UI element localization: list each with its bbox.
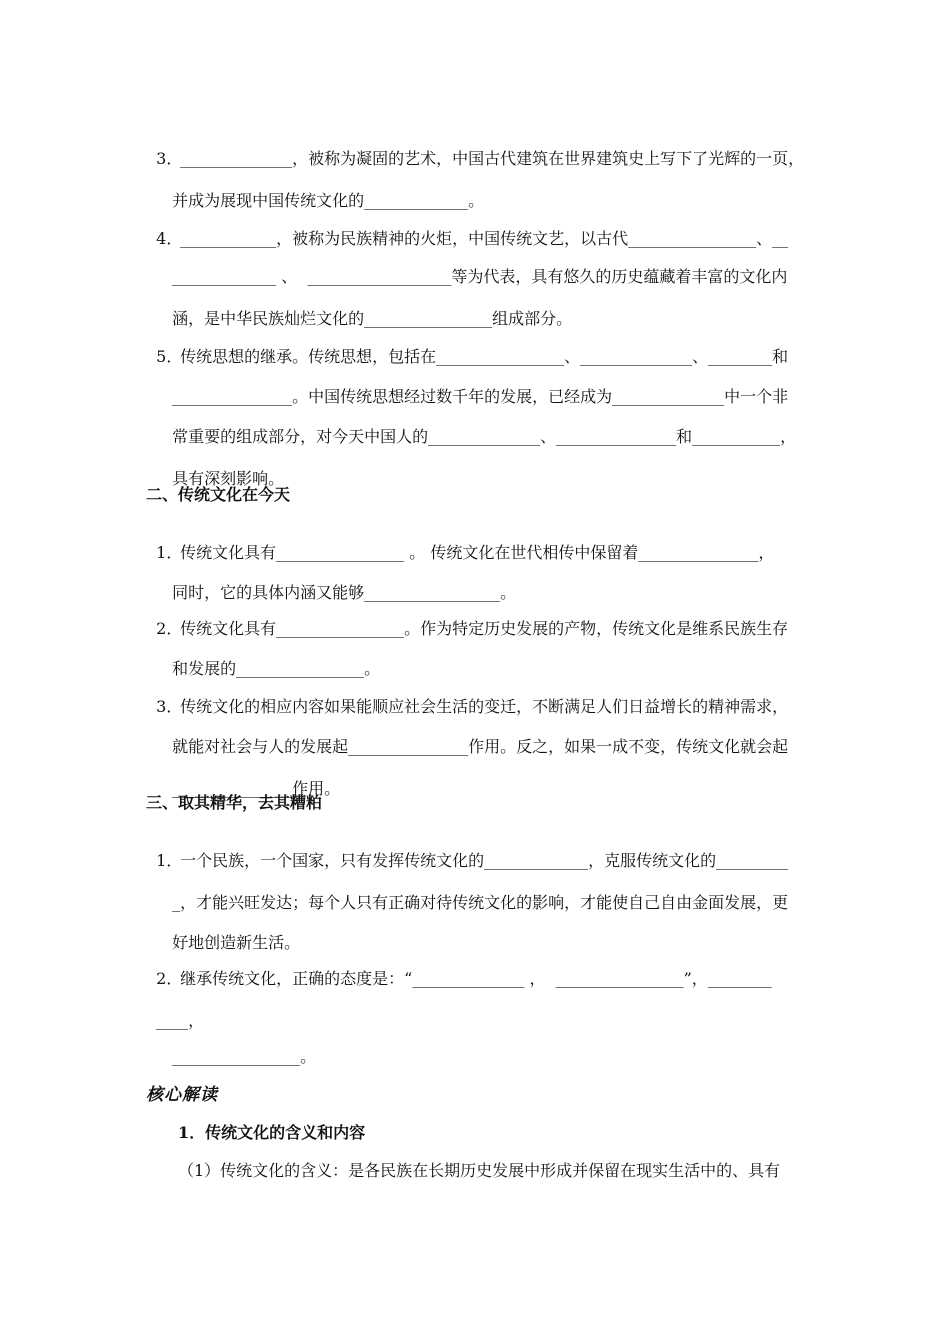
s2-q3-text3: _______________作用。 (172, 779, 341, 798)
q4-text1: ____________，被称为民族精神的火炬，中国传统文艺，以古代________________、__ (180, 229, 789, 248)
core-title: 核心解读 (146, 1085, 218, 1105)
s2-q2-number: 2． (156, 619, 183, 638)
q5-text3: 常重要的组成部分，对今天中国人的______________、_______________和___________， (172, 427, 797, 446)
s3-q1-number: 1． (156, 851, 183, 870)
q5-text1: 传统思想的继承。传统思想，包括在________________、______________、________和 (180, 347, 789, 366)
q5-line3 (162, 404, 796, 448)
q5-text4: 具有深刻影响。 (172, 469, 285, 488)
section-3-heading: 三、取其精华，去其糟粕 (146, 793, 323, 812)
q4-text2: _____________ 、 __________________等为代表，具有悠久的历史蕴藏着丰富的文化内 (172, 267, 788, 286)
s3-q2-number: 2． (156, 969, 183, 988)
q4-number: 4． (156, 229, 183, 248)
s3-q2-line1 (146, 946, 772, 990)
s3-q2-line3 (162, 1024, 316, 1068)
core-subheading-1: 1．传统文化的含义和内容 (178, 1123, 366, 1142)
s2-q2-text1: 传统文化具有________________。作为特定历史发展的产物，传统文化是维系民族生存 (180, 619, 789, 638)
core-paragraph-1: （1）传统文化的含义：是各民族在长期历史发展中形成并保留在现实生活中的、具有 (178, 1161, 781, 1180)
s3-q2-text3: ________________。 (172, 1047, 317, 1066)
s2-q3-line2 (162, 714, 788, 758)
s2-q1-number: 1． (156, 543, 183, 562)
q5-number: 5． (156, 347, 183, 366)
s2-q3-line1 (146, 674, 788, 718)
s2-q3-number: 3． (156, 697, 183, 716)
q5-line2 (162, 364, 788, 408)
q4-line2 (162, 244, 787, 288)
s2-q1-text2: 同时，它的具体内涵又能够_________________。 (172, 583, 517, 602)
s3-q1-text2: _，才能兴旺发达；每个人只有正确对待传统文化的影响，才能使自己自由金面发展，更 (172, 893, 789, 912)
s2-q1-text1: 传统文化具有________________ 。 传统文化在世代相传中保留着_______________， (180, 543, 775, 562)
s3-q2-text2: ____， (156, 1011, 205, 1030)
s2-q3-text1: 传统文化的相应内容如果能顺应社会生活的变迁，不断满足人们日益增长的精神需求， (180, 697, 789, 716)
q3-text2: 并成为展现中国传统文化的_____________。 (172, 191, 485, 210)
s2-q2-text2: 和发展的________________。 (172, 659, 381, 678)
s2-q1-line1 (146, 520, 774, 564)
s2-q2-line1 (146, 596, 788, 640)
s3-q1-text3: 好地创造新生活。 (172, 933, 301, 952)
s3-q2-text1: 继承传统文化，正确的态度是：“______________ ， ________________”，________ (180, 969, 772, 988)
s3-q1-line1 (146, 828, 788, 872)
s3-q1-line2 (162, 870, 788, 914)
section-2-heading: 二、传统文化在今天 (146, 485, 291, 504)
s3-q1-text1: 一个民族，一个国家，只有发挥传统文化的_____________，克服传统文化的_________ (180, 851, 789, 870)
q3-number: 3． (156, 149, 183, 168)
q3-text1: ______________，被称为凝固的艺术，中国古代建筑在世界建筑史上写下了光辉的一页， (180, 149, 805, 168)
s2-q3-text2: 就能对社会与人的发展起_______________作用。反之，如果一成不变，传统文化就会起 (172, 737, 789, 756)
q5-line1 (146, 324, 788, 368)
q5-text2: _______________。中国传统思想经过数千年的发展，已经成为______________中一个非 (172, 387, 789, 406)
q4-text3: 涵，是中华民族灿烂文化的________________组成部分。 (172, 309, 573, 328)
q3-line1 (146, 126, 804, 170)
